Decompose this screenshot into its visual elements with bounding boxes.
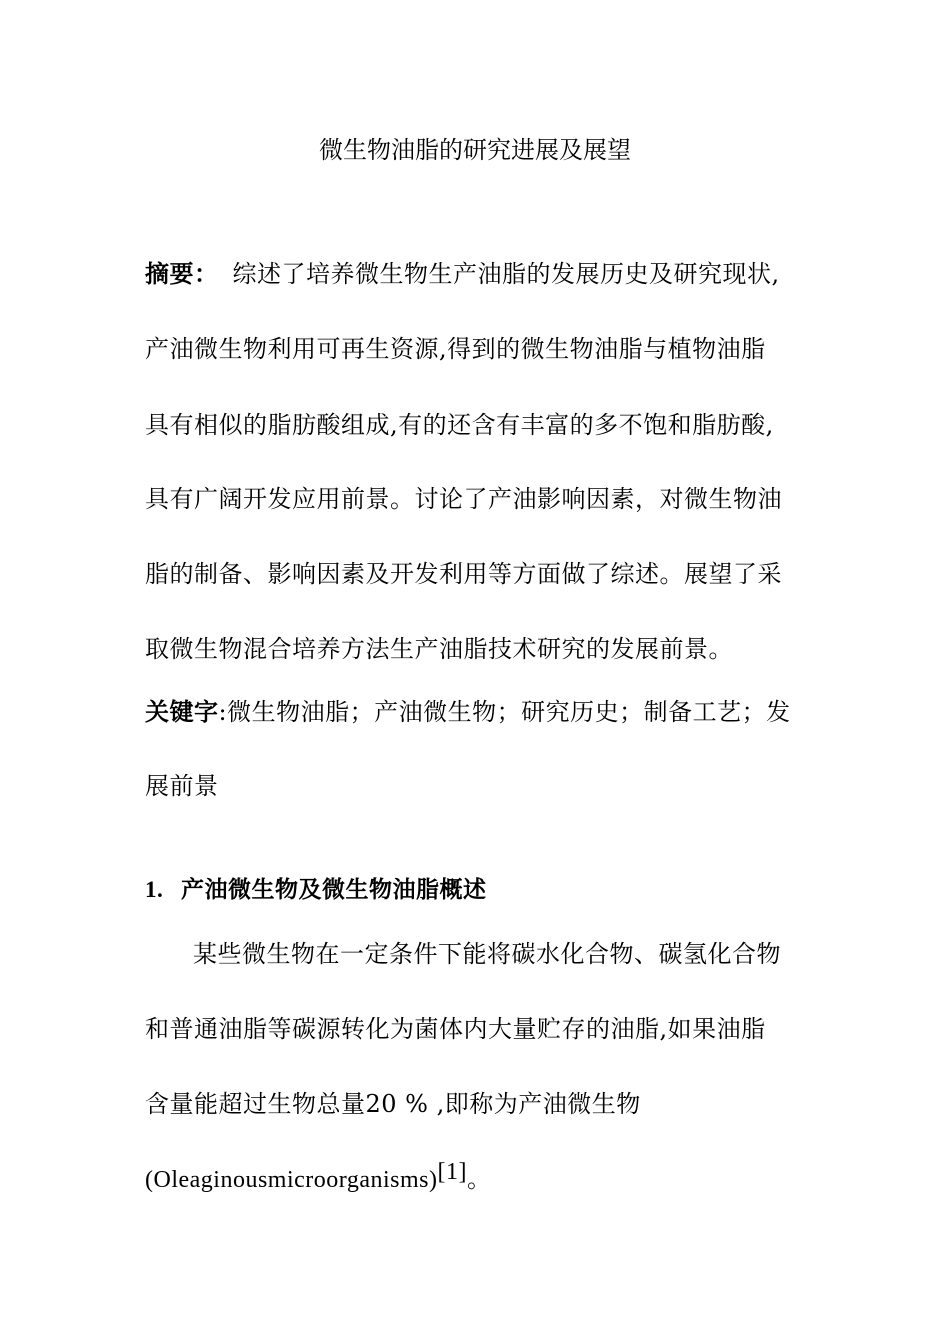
abstract-line-5: 脂的制备、影响因素及开发利用等方面做了综述。展望了采 bbox=[145, 560, 782, 588]
keywords-line-1 bbox=[145, 697, 791, 727]
section-1-line-1: 某些微生物在一定条件下能将碳水化合物、碳氢化合物 bbox=[193, 940, 781, 968]
keywords-label: 关键字 bbox=[145, 697, 219, 726]
section-1-title: 产油微生物及微生物油脂概述 bbox=[181, 877, 487, 903]
section-1-number: 1. bbox=[145, 877, 164, 902]
abstract-label: 摘要： bbox=[145, 259, 219, 288]
section-1-line-2: 和普通油脂等碳源转化为菌体内大量贮存的油脂,如果油脂 bbox=[145, 1015, 766, 1043]
section-1-term: (Oleaginousmicroorganisms) bbox=[145, 1167, 438, 1193]
section-1-line-3: 含量能超过生物总量20 % ,即称为产油微生物 bbox=[145, 1090, 641, 1118]
abstract-line-6: 取微生物混合培养方法生产油脂技术研究的发展前景。 bbox=[145, 635, 733, 663]
citation-1: [1] bbox=[437, 1159, 467, 1185]
abstract-line-1 bbox=[145, 259, 780, 289]
section-1-heading bbox=[145, 875, 487, 905]
keywords-line-2: 展前景 bbox=[145, 772, 219, 800]
abstract-line-3: 具有相似的脂肪酸组成,有的还含有丰富的多不饱和脂肪酸, bbox=[145, 411, 774, 439]
keywords-text-1: :微生物油脂；产油微生物；研究历史；制备工艺；发 bbox=[218, 698, 791, 726]
abstract-line-4: 具有广阔开发应用前景。讨论了产油影响因素，对微生物油 bbox=[145, 485, 782, 513]
abstract-text-1: 综述了培养微生物生产油脂的发展历史及研究现状, bbox=[232, 260, 780, 288]
section-1-tail: 。 bbox=[467, 1167, 492, 1193]
document-title: 微生物油脂的研究进展及展望 bbox=[319, 136, 631, 164]
section-1-line-4 bbox=[145, 1159, 492, 1195]
abstract-line-2: 产油微生物利用可再生资源,得到的微生物油脂与植物油脂 bbox=[145, 335, 766, 363]
